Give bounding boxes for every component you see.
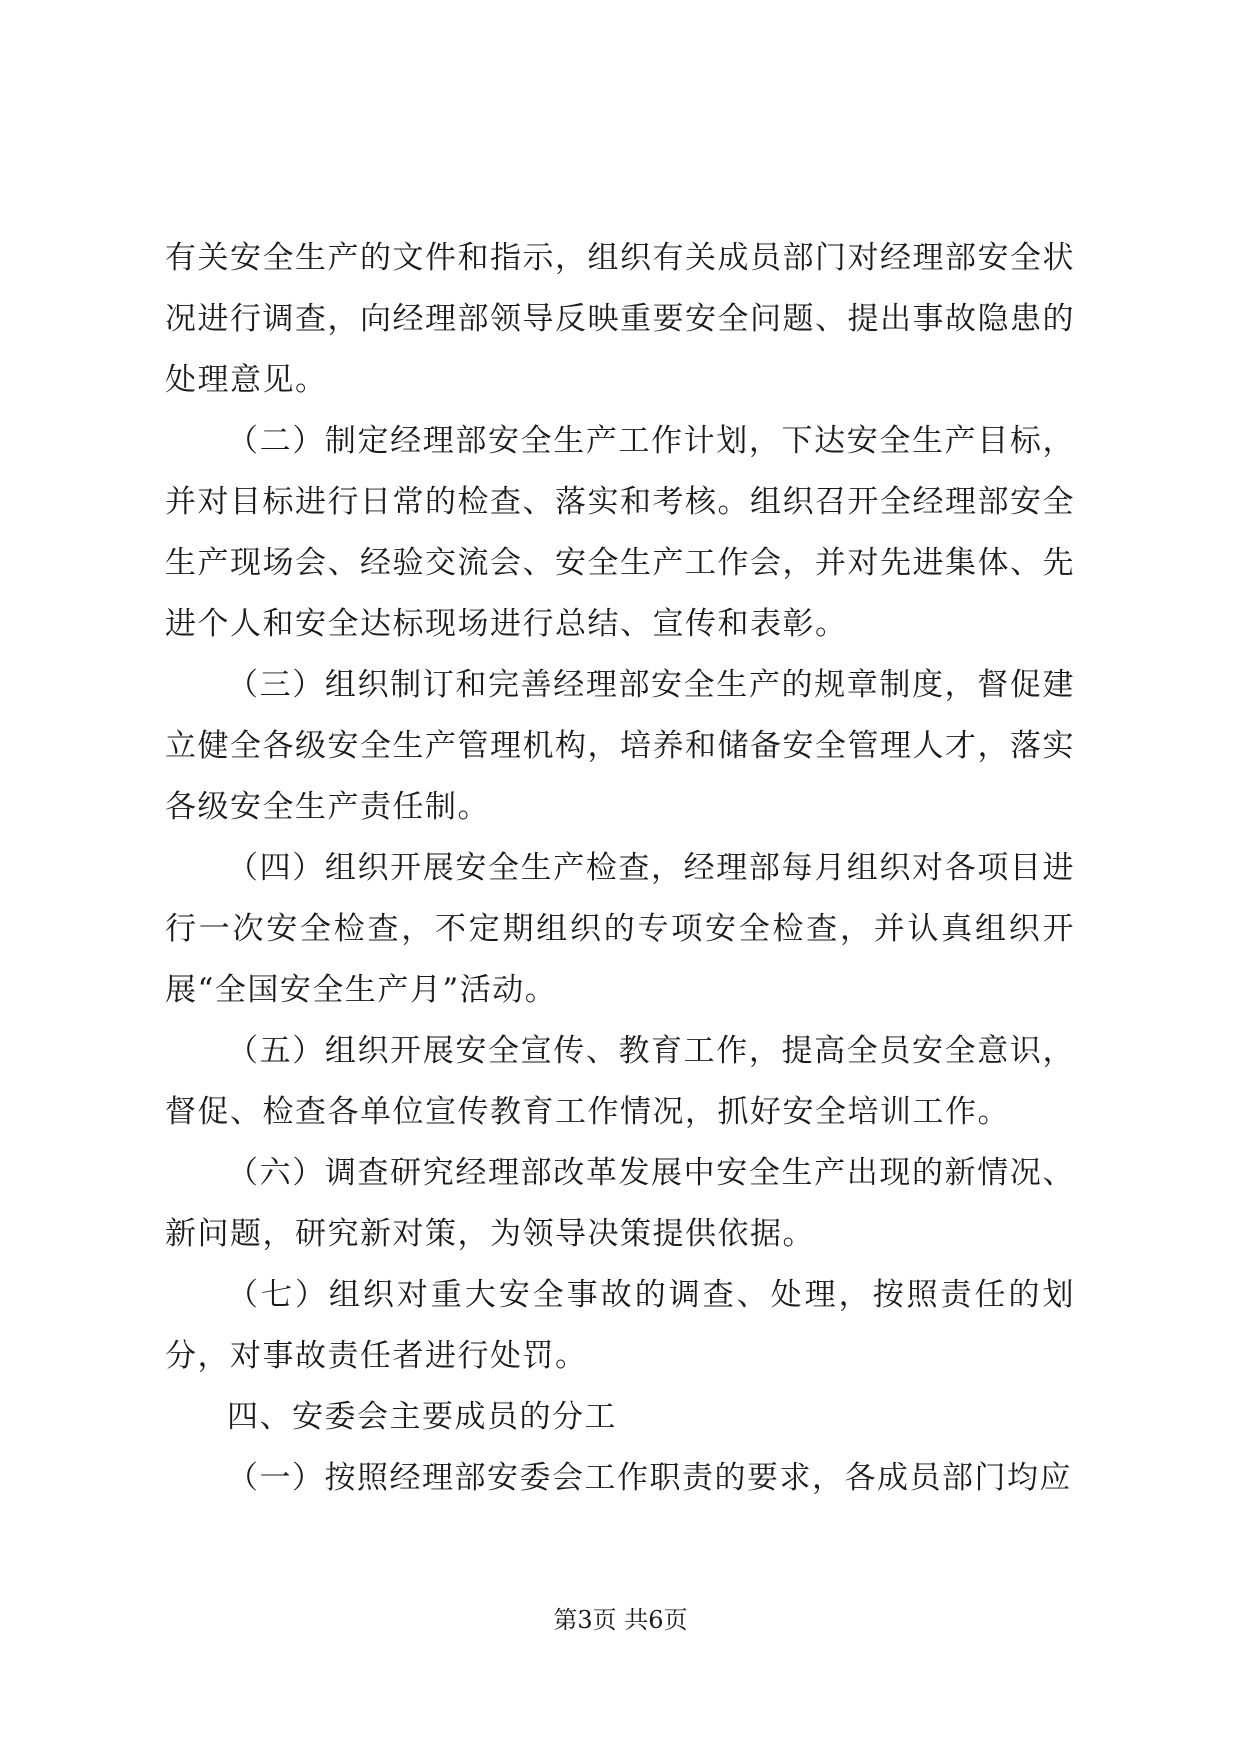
page-number-footer: 第3页 共6页 [553,1606,688,1634]
section-heading: 四、安委会主要成员的分工 [227,1399,617,1435]
paragraph: （二）制定经理部安全生产工作计划，下达安全生产目标，并对目标进行日常的检查、落实和考核。组织召开全经理部安全生产现场会、经验交流会、安全生产工作会，并对先进集体、先进个人和安全达标现场进行总结、宣传和表彰。 [165,423,1075,642]
paragraph: （一）按照经理部安委会工作职责的要求，各成员部门均应 [227,1460,1072,1496]
paragraph: （五）组织开展安全宣传、教育工作，提高全员安全意识，督促、检查各单位宣传教育工作情况，抓好安全培训工作。 [165,1033,1075,1130]
paragraph: （四）组织开展安全生产检查，经理部每月组织对各项目进行一次安全检查，不定期组织的专项安全检查，并认真组织开展“全国安全生产月”活动。 [165,850,1075,1008]
document-body [165,228,1075,1509]
paragraph: （七）组织对重大安全事故的调查、处理，按照责任的划分，对事故责任者进行处罚。 [165,1277,1075,1374]
paragraph: 有关安全生产的文件和指示，组织有关成员部门对经理部安全状况进行调查，向经理部领导反映重要安全问题、提出事故隐患的处理意见。 [165,240,1075,398]
paragraph: （六）调查研究经理部改革发展中安全生产出现的新情况、新问题，研究新对策，为领导决策提供依据。 [165,1155,1075,1252]
paragraph: （三）组织制订和完善经理部安全生产的规章制度，督促建立健全各级安全生产管理机构，培养和储备安全管理人才，落实各级安全生产责任制。 [165,667,1075,825]
